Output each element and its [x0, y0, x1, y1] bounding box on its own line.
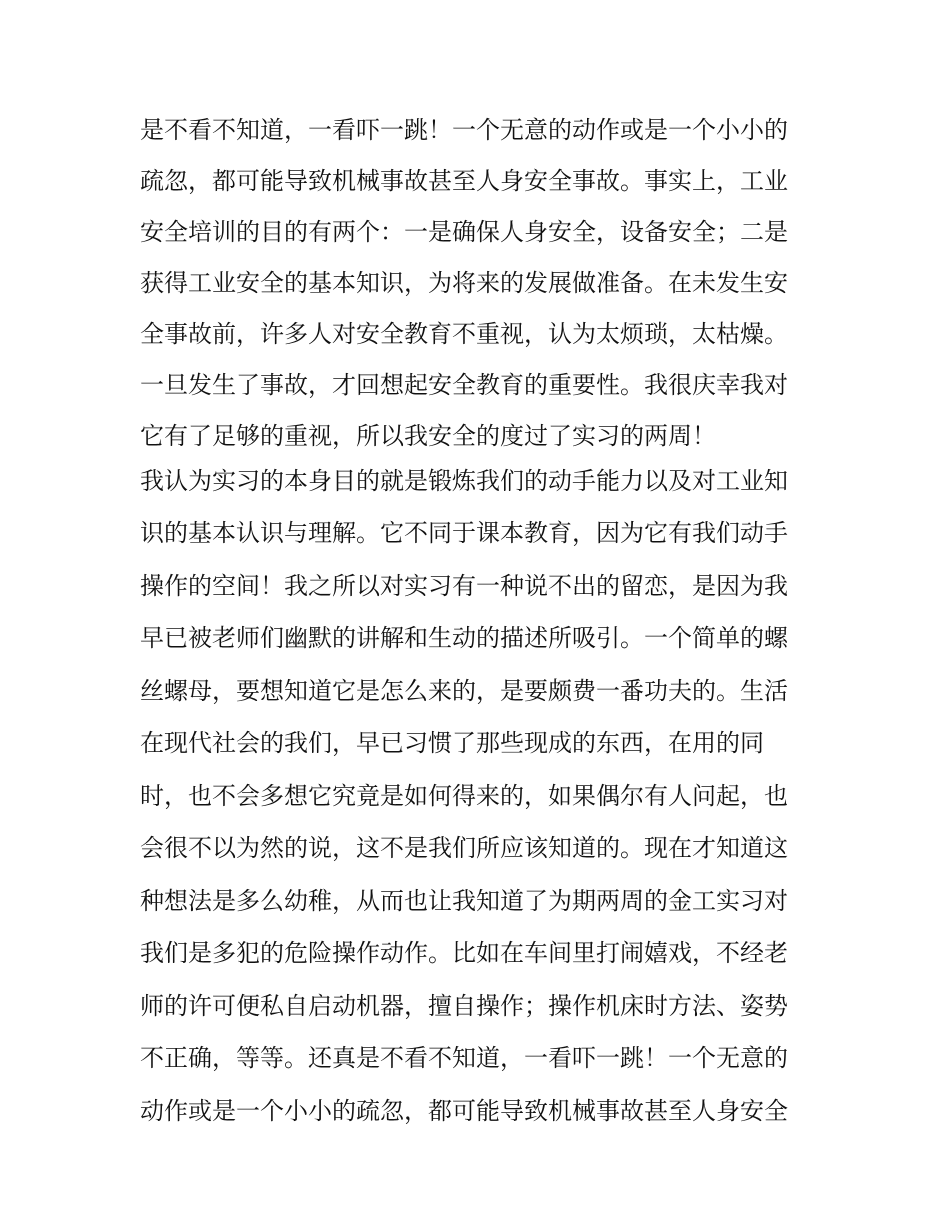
- text-line-2: 疏忽，都可能导致机械事故甚至人身安全事故。事实上，工业: [140, 167, 788, 195]
- text-line-15: 会很不以为然的说，这不是我们所应该知道的。现在才知道这: [140, 834, 788, 862]
- text-line-4: 获得工业安全的基本知识，为将来的发展做准备。在未发生安: [140, 269, 788, 297]
- text-line-13: 在现代社会的我们，早已习惯了那些现成的东西，在用的同: [140, 729, 764, 757]
- text-line-8: 我认为实习的本身目的就是锻炼我们的动手能力以及对工业知: [140, 467, 788, 495]
- text-line-17: 我们是多犯的危险操作动作。比如在车间里打闹嬉戏，不经老: [140, 939, 788, 967]
- text-line-9: 识的基本认识与理解。它不同于课本教育，因为它有我们动手: [140, 519, 788, 547]
- text-line-11: 早已被老师们幽默的讲解和生动的描述所吸引。一个简单的螺: [140, 624, 788, 652]
- text-line-10: 操作的空间！我之所以对实习有一种说不出的留恋，是因为我: [140, 572, 788, 600]
- text-line-18: 师的许可便私自启动机器，擅自操作；操作机床时方法、姿势: [140, 992, 788, 1020]
- text-line-16: 种想法是多么幼稚，从而也让我知道了为期两周的金工实习对: [140, 887, 788, 915]
- text-line-3: 安全培训的目的有两个：一是确保人身安全，设备安全；二是: [140, 218, 788, 246]
- text-line-5: 全事故前，许多人对安全教育不重视，认为太烦琐，太枯燥。: [140, 320, 788, 348]
- text-line-6: 一旦发生了事故，才回想起安全教育的重要性。我很庆幸我对: [140, 371, 788, 399]
- text-line-20: 动作或是一个小小的疏忽，都可能导致机械事故甚至人身安全: [140, 1097, 788, 1125]
- text-line-19: 不正确，等等。还真是不看不知道，一看吓一跳！一个无意的: [140, 1044, 788, 1072]
- text-line-14: 时，也不会多想它究竟是如何得来的，如果偶尔有人问起，也: [140, 782, 788, 810]
- text-line-7: 它有了足够的重视，所以我安全的度过了实习的两周！: [140, 422, 716, 450]
- text-line-12: 丝螺母，要想知道它是怎么来的，是要颇费一番功夫的。生活: [140, 677, 788, 705]
- text-line-1: 是不看不知道，一看吓一跳！一个无意的动作或是一个小小的: [140, 116, 788, 144]
